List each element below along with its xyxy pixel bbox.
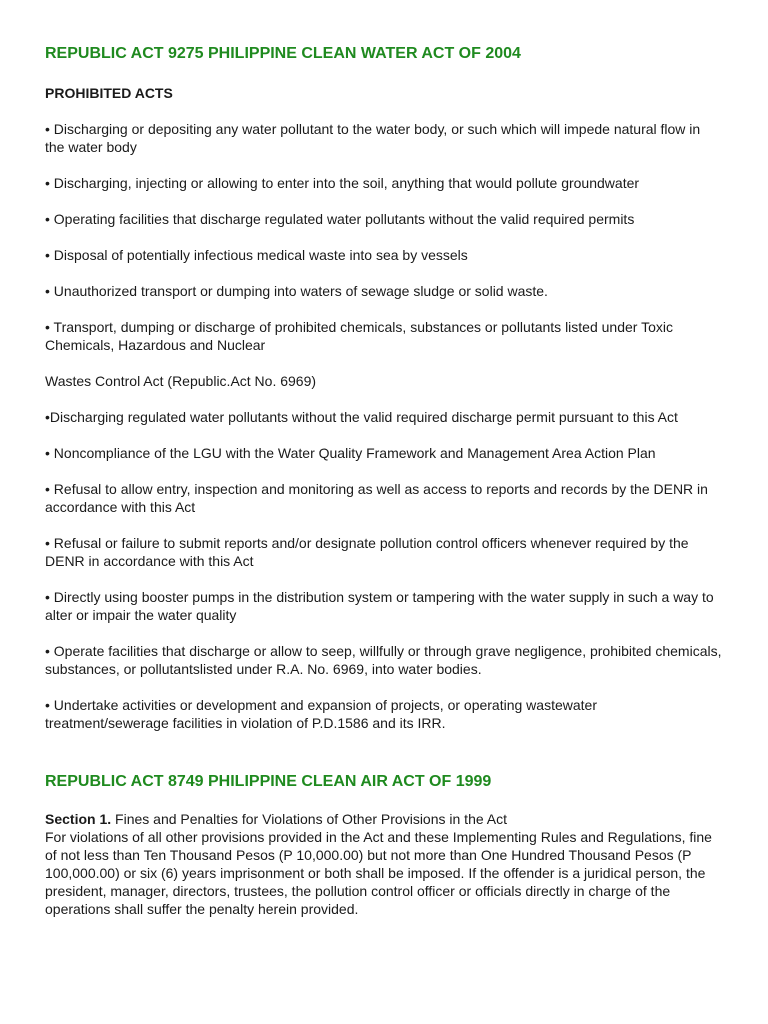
list-item: •Discharging regulated water pollutants without the valid required discharge permit pursuant to this Act — [45, 409, 678, 425]
list-item: • Disposal of potentially infectious medical waste into sea by vessels — [45, 247, 468, 263]
list-item: • Operating facilities that discharge regulated water pollutants without the valid required permits — [45, 211, 635, 227]
section-paragraph — [45, 810, 722, 918]
clean-air-act-title: REPUBLIC ACT 8749 PHILIPPINE CLEAN AIR ACT OF 1999 — [45, 773, 492, 790]
list-item: • Undertake activities or development and expansion of projects, or operating wastewater treatment/sewerage facilities in violation of P.D.1586 and its IRR. — [45, 697, 597, 731]
list-item: • Refusal or failure to submit reports and/or designate pollution control officers whenever required by the DENR in accordance with this Act — [45, 535, 689, 569]
list-item: • Directly using booster pumps in the distribution system or tampering with the water supply in such a way to alter or impair the water quality — [45, 589, 714, 623]
list-item: • Discharging, injecting or allowing to enter into the soil, anything that would pollute groundwater — [45, 175, 640, 191]
section-label: Section 1. — [45, 811, 112, 827]
list-item: • Operate facilities that discharge or allow to seep, willfully or through grave negligence, prohibited chemicals, substances, or pollutantslisted under R.A. No. 6969, into water bodies. — [45, 643, 722, 677]
clean-air-act-section — [45, 772, 722, 918]
clean-water-act-title: REPUBLIC ACT 9275 PHILIPPINE CLEAN WATER ACT OF 2004 — [45, 45, 521, 62]
list-item: • Noncompliance of the LGU with the Water Quality Framework and Management Area Action Plan — [45, 445, 656, 461]
list-item: • Refusal to allow entry, inspection and monitoring as well as access to reports and records by the DENR in accordance with this Act — [45, 481, 708, 515]
list-item: • Discharging or depositing any water pollutant to the water body, or such which will impede natural flow in the water body — [45, 121, 701, 155]
list-item: • Unauthorized transport or dumping into waters of sewage sludge or solid waste. — [45, 283, 548, 299]
prohibited-acts-heading: PROHIBITED ACTS — [45, 85, 173, 101]
section-body: For violations of all other provisions provided in the Act and these Implementing Rules and Regulations, fine of not less than Ten Thousand Pesos (P 10,000.00) but not more than One Hundred Thousand Pesos (P 100,000.00) or six (6) years imprisonment or both shall be imposed. If the offender is a juridical person, the president, manager, directors, trustees, the pollution control officer or officials directly in charge of the operations shall suffer the penalty herein provided. — [45, 829, 712, 917]
prohibited-acts-list — [45, 120, 722, 732]
section-title: Fines and Penalties for Violations of Other Provisions in the Act — [111, 811, 507, 827]
list-item: • Transport, dumping or discharge of prohibited chemicals, substances or pollutants listed under Toxic Chemicals, Hazardous and Nuclear — [45, 319, 673, 353]
list-item: Wastes Control Act (Republic.Act No. 6969) — [45, 373, 317, 389]
